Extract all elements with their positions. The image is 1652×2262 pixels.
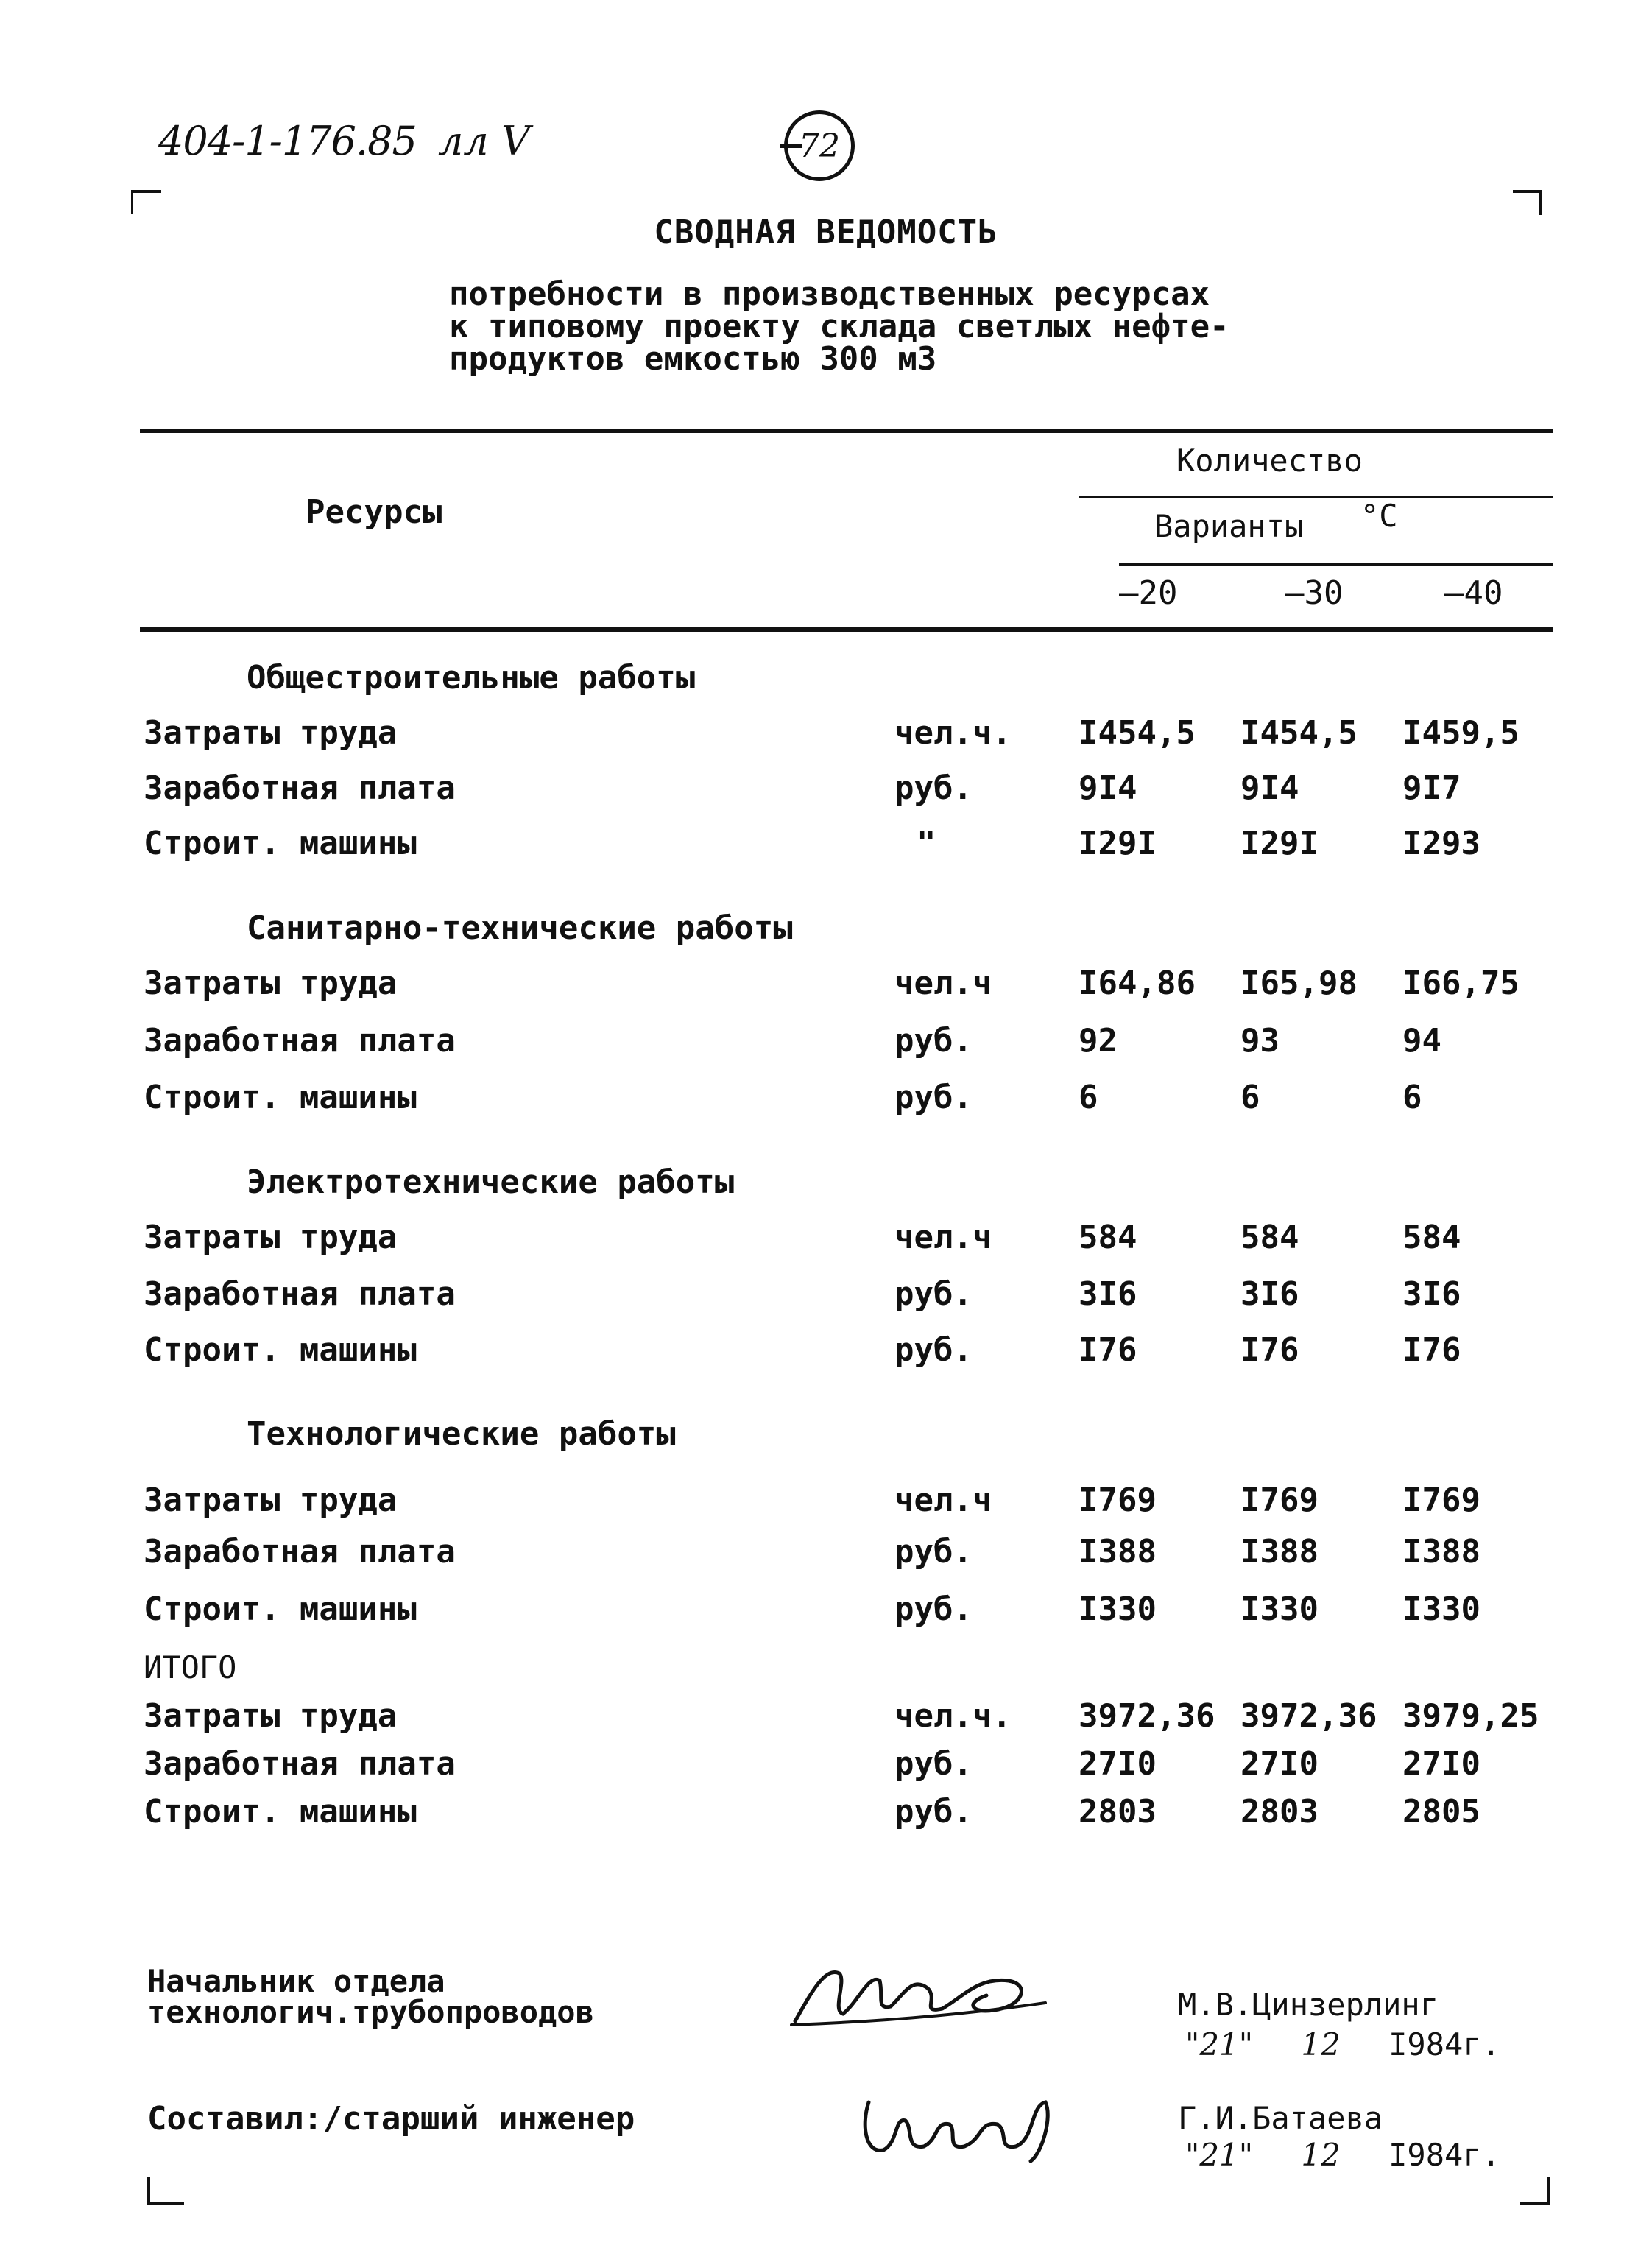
document-code: 404-1-176.85 (158, 118, 417, 164)
signer-1-name: М.В.Цинзерлинг (1178, 1987, 1439, 2023)
row-value-3: 94 (1402, 1022, 1441, 1060)
row-label: Затраты труда (144, 965, 398, 1002)
row-value-2: 2803 (1240, 1793, 1319, 1831)
row-label: Заработная плата (144, 1745, 456, 1783)
section-title: Санитарно-технические работы (247, 909, 793, 947)
row-value-2: 584 (1240, 1219, 1299, 1256)
row-value-1: 2803 (1079, 1793, 1157, 1831)
row-value-2: 27I0 (1240, 1745, 1319, 1783)
row-value-2: 9I4 (1240, 769, 1299, 807)
signature-2-handwritten (854, 2087, 1090, 2168)
table-row (144, 1079, 1586, 1120)
column-header-variants: Варианты (1154, 508, 1304, 544)
row-value-3: I769 (1402, 1481, 1480, 1519)
row-label: Затраты труда (144, 1219, 398, 1256)
row-value-3: 27I0 (1402, 1745, 1480, 1783)
signature-1-handwritten (788, 1951, 1067, 2032)
row-value-2: 93 (1240, 1022, 1279, 1060)
row-unit: чел.ч. (894, 714, 1012, 752)
table-row (144, 965, 1586, 1006)
page-number: 72 (784, 110, 855, 181)
table-row (144, 1590, 1586, 1632)
column-header-temp-3: –40 (1444, 574, 1503, 612)
table-top-rule (140, 429, 1553, 433)
row-unit: руб. (894, 1533, 973, 1571)
signer-1-date-year: I984г. (1388, 2026, 1500, 2062)
row-value-3: I293 (1402, 825, 1480, 862)
signer-1-date-day: "21" (1185, 2026, 1254, 2062)
column-header-temp-2: –30 (1285, 574, 1344, 612)
signer-1-role: Начальник отдела технологич.трубопроводов (147, 1963, 594, 2030)
corner-mark-top-right (1513, 190, 1542, 215)
row-unit: руб. (894, 769, 973, 807)
row-value-1: I76 (1079, 1331, 1137, 1369)
section-title: Технологические работы (247, 1415, 676, 1453)
table-row (144, 1793, 1586, 1834)
row-label: Строит. машины (144, 825, 417, 862)
row-value-1: I769 (1079, 1481, 1157, 1519)
table-row (144, 1331, 1586, 1373)
row-label: Строит. машины (144, 1793, 417, 1831)
row-label: Строит. машины (144, 1331, 417, 1369)
row-label: Заработная плата (144, 1022, 456, 1060)
row-unit: руб. (894, 1745, 973, 1783)
row-value-2: I454,5 (1240, 714, 1358, 752)
row-value-3: I66,75 (1402, 965, 1519, 1002)
row-label: Заработная плата (144, 1275, 456, 1313)
section-title: Общестроительные работы (247, 659, 696, 697)
signer-2-date-month: 12 (1301, 2137, 1341, 2173)
column-header-quantity: Количество (1176, 443, 1363, 479)
row-value-2: I330 (1240, 1590, 1319, 1628)
row-value-3: I388 (1402, 1533, 1480, 1571)
table-header-bottom-rule (140, 627, 1553, 632)
row-value-3: 3979,25 (1402, 1697, 1539, 1735)
corner-mark-bottom-left (147, 2177, 184, 2205)
row-value-1: I64,86 (1079, 965, 1196, 1002)
row-value-1: 6 (1079, 1079, 1098, 1116)
row-unit: чел.ч (894, 1219, 992, 1256)
signer-1-date (1185, 2026, 1500, 2062)
row-value-3: I459,5 (1402, 714, 1519, 752)
signer-1-date-month: 12 (1301, 2026, 1341, 2062)
document-title: СВОДНАЯ ВЕДОМОСТЬ (654, 214, 998, 251)
row-value-2: I29I (1240, 825, 1319, 862)
row-label: Строит. машины (144, 1079, 417, 1116)
corner-mark-top-left (131, 190, 161, 214)
row-unit: руб. (894, 1079, 973, 1116)
row-label: Заработная плата (144, 769, 456, 807)
variants-rule (1119, 563, 1553, 566)
row-unit: чел.ч. (894, 1697, 1012, 1735)
total-title: ИТОГО (144, 1649, 237, 1685)
row-value-3: 584 (1402, 1219, 1461, 1256)
row-value-1: I454,5 (1079, 714, 1196, 752)
table-row (144, 1533, 1586, 1574)
row-value-2: 3972,36 (1240, 1697, 1377, 1735)
row-value-2: 6 (1240, 1079, 1260, 1116)
row-value-1: I330 (1079, 1590, 1157, 1628)
row-value-3: 3I6 (1402, 1275, 1461, 1313)
page-number-stamp (784, 110, 855, 181)
row-value-3: 2805 (1402, 1793, 1480, 1831)
sheet-label: лл V (438, 118, 530, 164)
row-value-1: 584 (1079, 1219, 1137, 1256)
row-value-3: 6 (1402, 1079, 1422, 1116)
row-unit: руб. (894, 1022, 973, 1060)
signer-2-date-day: "21" (1185, 2137, 1254, 2173)
row-value-1: 92 (1079, 1022, 1118, 1060)
row-value-1: 27I0 (1079, 1745, 1157, 1783)
row-value-1: 9I4 (1079, 769, 1137, 807)
row-unit: " (917, 825, 936, 862)
row-value-1: 3I6 (1079, 1275, 1137, 1313)
row-value-2: I65,98 (1240, 965, 1358, 1002)
row-value-3: I330 (1402, 1590, 1480, 1628)
table-row (144, 1481, 1586, 1523)
row-value-2: I76 (1240, 1331, 1299, 1369)
row-value-1: 3972,36 (1079, 1697, 1215, 1735)
table-row (144, 1022, 1586, 1063)
row-label: Затраты труда (144, 1481, 398, 1519)
document-subtitle: потребности в производственных ресурсах к типовому проекту склада светлых нефте- продуктов емкостью 300 м3 (449, 275, 1229, 378)
table-row (144, 1219, 1586, 1260)
row-unit: руб. (894, 1590, 973, 1628)
table-row (144, 1697, 1586, 1738)
row-value-1: I29I (1079, 825, 1157, 862)
row-value-3: I76 (1402, 1331, 1461, 1369)
row-label: Затраты труда (144, 1697, 398, 1735)
row-label: Затраты труда (144, 714, 398, 752)
table-row (144, 825, 1586, 866)
table-row (144, 769, 1586, 811)
column-header-degrees: °C (1360, 498, 1398, 534)
quantity-rule (1079, 496, 1553, 498)
row-unit: руб. (894, 1331, 973, 1369)
row-label: Строит. машины (144, 1590, 417, 1628)
row-value-2: I388 (1240, 1533, 1319, 1571)
section-title: Электротехнические работы (247, 1163, 735, 1201)
signer-2-role: Составил:/старший инженер (147, 2100, 635, 2138)
column-header-resource: Ресурсы (306, 493, 442, 531)
row-value-1: I388 (1079, 1533, 1157, 1571)
row-label: Заработная плата (144, 1533, 456, 1571)
corner-mark-bottom-right (1520, 2177, 1550, 2205)
column-header-temp-1: –20 (1119, 574, 1178, 612)
table-row (144, 714, 1586, 755)
signer-2-name: Г.И.Батаева (1178, 2100, 1383, 2136)
signer-2-date-year: I984г. (1388, 2137, 1500, 2173)
row-unit: руб. (894, 1793, 973, 1831)
signer-2-date (1185, 2137, 1500, 2173)
row-value-3: 9I7 (1402, 769, 1461, 807)
row-unit: руб. (894, 1275, 973, 1313)
row-unit: чел.ч (894, 965, 992, 1002)
table-row (144, 1745, 1586, 1786)
row-value-2: 3I6 (1240, 1275, 1299, 1313)
row-value-2: I769 (1240, 1481, 1319, 1519)
table-row (144, 1275, 1586, 1317)
row-unit: чел.ч (894, 1481, 992, 1519)
